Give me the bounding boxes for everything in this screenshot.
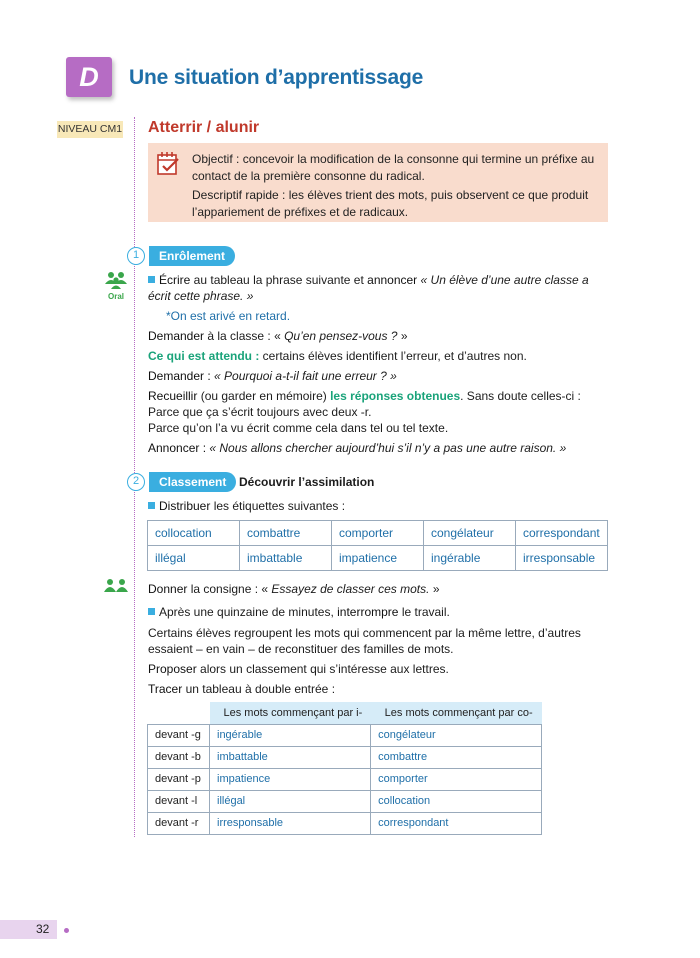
quote: « Un élève d’une autre classe a <box>417 273 589 287</box>
objective-box <box>148 143 608 222</box>
text: certains élèves identifient l’erreur, et d’autres non. <box>259 349 527 363</box>
step1-line-8: Parce que ça s’écrit toujours avec deux -r. <box>148 405 372 419</box>
step1-line-10 <box>148 441 566 456</box>
verb: Donner <box>148 582 188 596</box>
group-people-icon <box>104 271 128 289</box>
word-cell: combattre <box>240 521 332 546</box>
step2-paragraph-1: Certains élèves regroupent les mots qui commencent par la même lettre, d’autres <box>148 626 581 640</box>
step1-line-4 <box>148 329 408 344</box>
verb: Annoncer : <box>148 441 207 455</box>
step1-line-1 <box>148 273 589 288</box>
step-1-label: Enrôlement <box>149 246 235 266</box>
objective-line <box>192 151 602 185</box>
word-cell: comporter <box>332 521 424 546</box>
table-cell: illégal <box>210 790 371 812</box>
text: les étiquettes suivantes : <box>210 499 346 513</box>
step1-line-2: écrit cette phrase. » <box>148 289 254 303</box>
row-header: devant -b <box>148 746 210 768</box>
word-cell: ingérable <box>424 546 516 571</box>
text: un tableau à double entrée : <box>182 682 336 696</box>
verb: Demander : <box>148 369 211 383</box>
word-cell: irresponsable <box>516 546 608 571</box>
table-cell: combattre <box>371 746 542 768</box>
step2-paragraph-2: essaient – en vain – de reconstituer des familles de mots. <box>148 642 454 656</box>
step2-distribute <box>148 499 345 514</box>
highlight: les réponses obtenues <box>330 389 461 403</box>
text: (ou garder en mémoire) <box>197 389 331 403</box>
verb: interrompre <box>337 605 399 619</box>
bullet-icon <box>148 276 155 283</box>
table-cell: correspondant <box>371 812 542 834</box>
word-cell: congélateur <box>424 521 516 546</box>
oral-indicator <box>103 271 129 301</box>
table-cell: irresponsable <box>210 812 371 834</box>
column-header: Les mots commençant par co- <box>371 702 542 724</box>
verb: Proposer <box>148 662 197 676</box>
footer-dot-icon <box>64 928 69 933</box>
table-row <box>148 768 542 790</box>
table-row <box>148 746 542 768</box>
step2-trace <box>148 682 335 697</box>
text: la consigne : « <box>187 582 272 596</box>
table-cell: imbattable <box>210 746 371 768</box>
step2-propose <box>148 662 449 677</box>
table-row <box>148 790 542 812</box>
text: alors un classement qui s’intéresse aux lettres. <box>196 662 449 676</box>
step1-line-7 <box>148 389 581 404</box>
calendar-check-icon <box>156 151 180 177</box>
word-cell: collocation <box>148 521 240 546</box>
classification-grid <box>147 702 542 835</box>
column-header: Les mots commençant par i- <box>210 702 371 724</box>
word-cell: correspondant <box>516 521 608 546</box>
level-badge: NIVEAU CM1 <box>57 121 123 138</box>
quote: Essayez de classer ces mots. <box>271 582 430 596</box>
text: » <box>397 329 408 343</box>
incorrect-sentence: *On est arivé en retard. <box>166 309 291 323</box>
table-cell: impatience <box>210 768 371 790</box>
oral-label: Oral <box>107 292 124 301</box>
table-row <box>148 521 608 546</box>
text: » <box>429 582 440 596</box>
row-header: devant -r <box>148 812 210 834</box>
corner-cell <box>148 702 210 724</box>
row-header: devant -g <box>148 724 210 746</box>
step-2-label: Classement <box>149 472 236 492</box>
table-header-row <box>148 702 542 724</box>
verb: Tracer <box>148 682 183 696</box>
description-text: : les élèves trient des mots, puis observent ce que produit l’appariement de préfixes et de radicaux. <box>192 188 589 219</box>
word-labels-table <box>147 520 608 571</box>
text: . Sans doute celles-ci : <box>460 389 581 403</box>
expected-label: Ce qui est attendu : <box>148 349 260 363</box>
text: Après une quinzaine de minutes, <box>159 605 338 619</box>
row-header: devant -p <box>148 768 210 790</box>
step1-line-9: Parce qu’on l’a vu écrit comme cela dans tel ou tel texte. <box>148 421 449 435</box>
text: au tableau la phrase suivante et <box>190 273 368 287</box>
page-title: Atterrir / alunir <box>148 119 260 136</box>
objective-label: Objectif <box>192 152 233 166</box>
verb: Écrire <box>159 273 191 287</box>
word-cell: impatience <box>332 546 424 571</box>
word-cell: imbattable <box>240 546 332 571</box>
page-number: 32 <box>36 922 50 936</box>
step-1-number: 1 <box>127 247 145 265</box>
step-2-number: 2 <box>127 473 145 491</box>
quote: Qu’en pensez-vous ? <box>284 329 398 343</box>
pair-work-icon <box>104 578 128 592</box>
table-cell: collocation <box>371 790 542 812</box>
section-title: Une situation d’apprentissage <box>129 66 424 89</box>
verb: Demander <box>148 329 205 343</box>
word-cell: illégal <box>148 546 240 571</box>
step2-after <box>148 605 450 620</box>
table-cell: ingérable <box>210 724 371 746</box>
objective-text: : concevoir la modification de la consonne qui termine un préfixe au contact de la première consonne du radical. <box>192 152 595 183</box>
bullet-icon <box>148 608 155 615</box>
bullet-icon <box>148 502 155 509</box>
row-header: devant -l <box>148 790 210 812</box>
text: le travail. <box>398 605 450 619</box>
description-line <box>192 187 602 221</box>
section-letter-badge: D <box>66 57 112 97</box>
description-label: Descriptif rapide <box>192 188 279 202</box>
step1-line-6 <box>148 369 397 384</box>
verb: annoncer <box>367 273 418 287</box>
table-row <box>148 812 542 834</box>
verb: Distribuer <box>159 499 211 513</box>
quote: « Pourquoi a-t-il fait une erreur ? » <box>210 369 397 383</box>
step1-line-5 <box>148 349 527 364</box>
step2-consigne <box>148 582 440 597</box>
table-row <box>148 724 542 746</box>
table-cell: comporter <box>371 768 542 790</box>
quote: « Nous allons chercher aujourd’hui s’il n’y a pas une autre raison. » <box>206 441 567 455</box>
table-row <box>148 546 608 571</box>
table-cell: congélateur <box>371 724 542 746</box>
step-2-subtitle: Découvrir l’assimilation <box>239 475 375 489</box>
verb: Recueillir <box>148 389 198 403</box>
text: à la classe : « <box>204 329 285 343</box>
